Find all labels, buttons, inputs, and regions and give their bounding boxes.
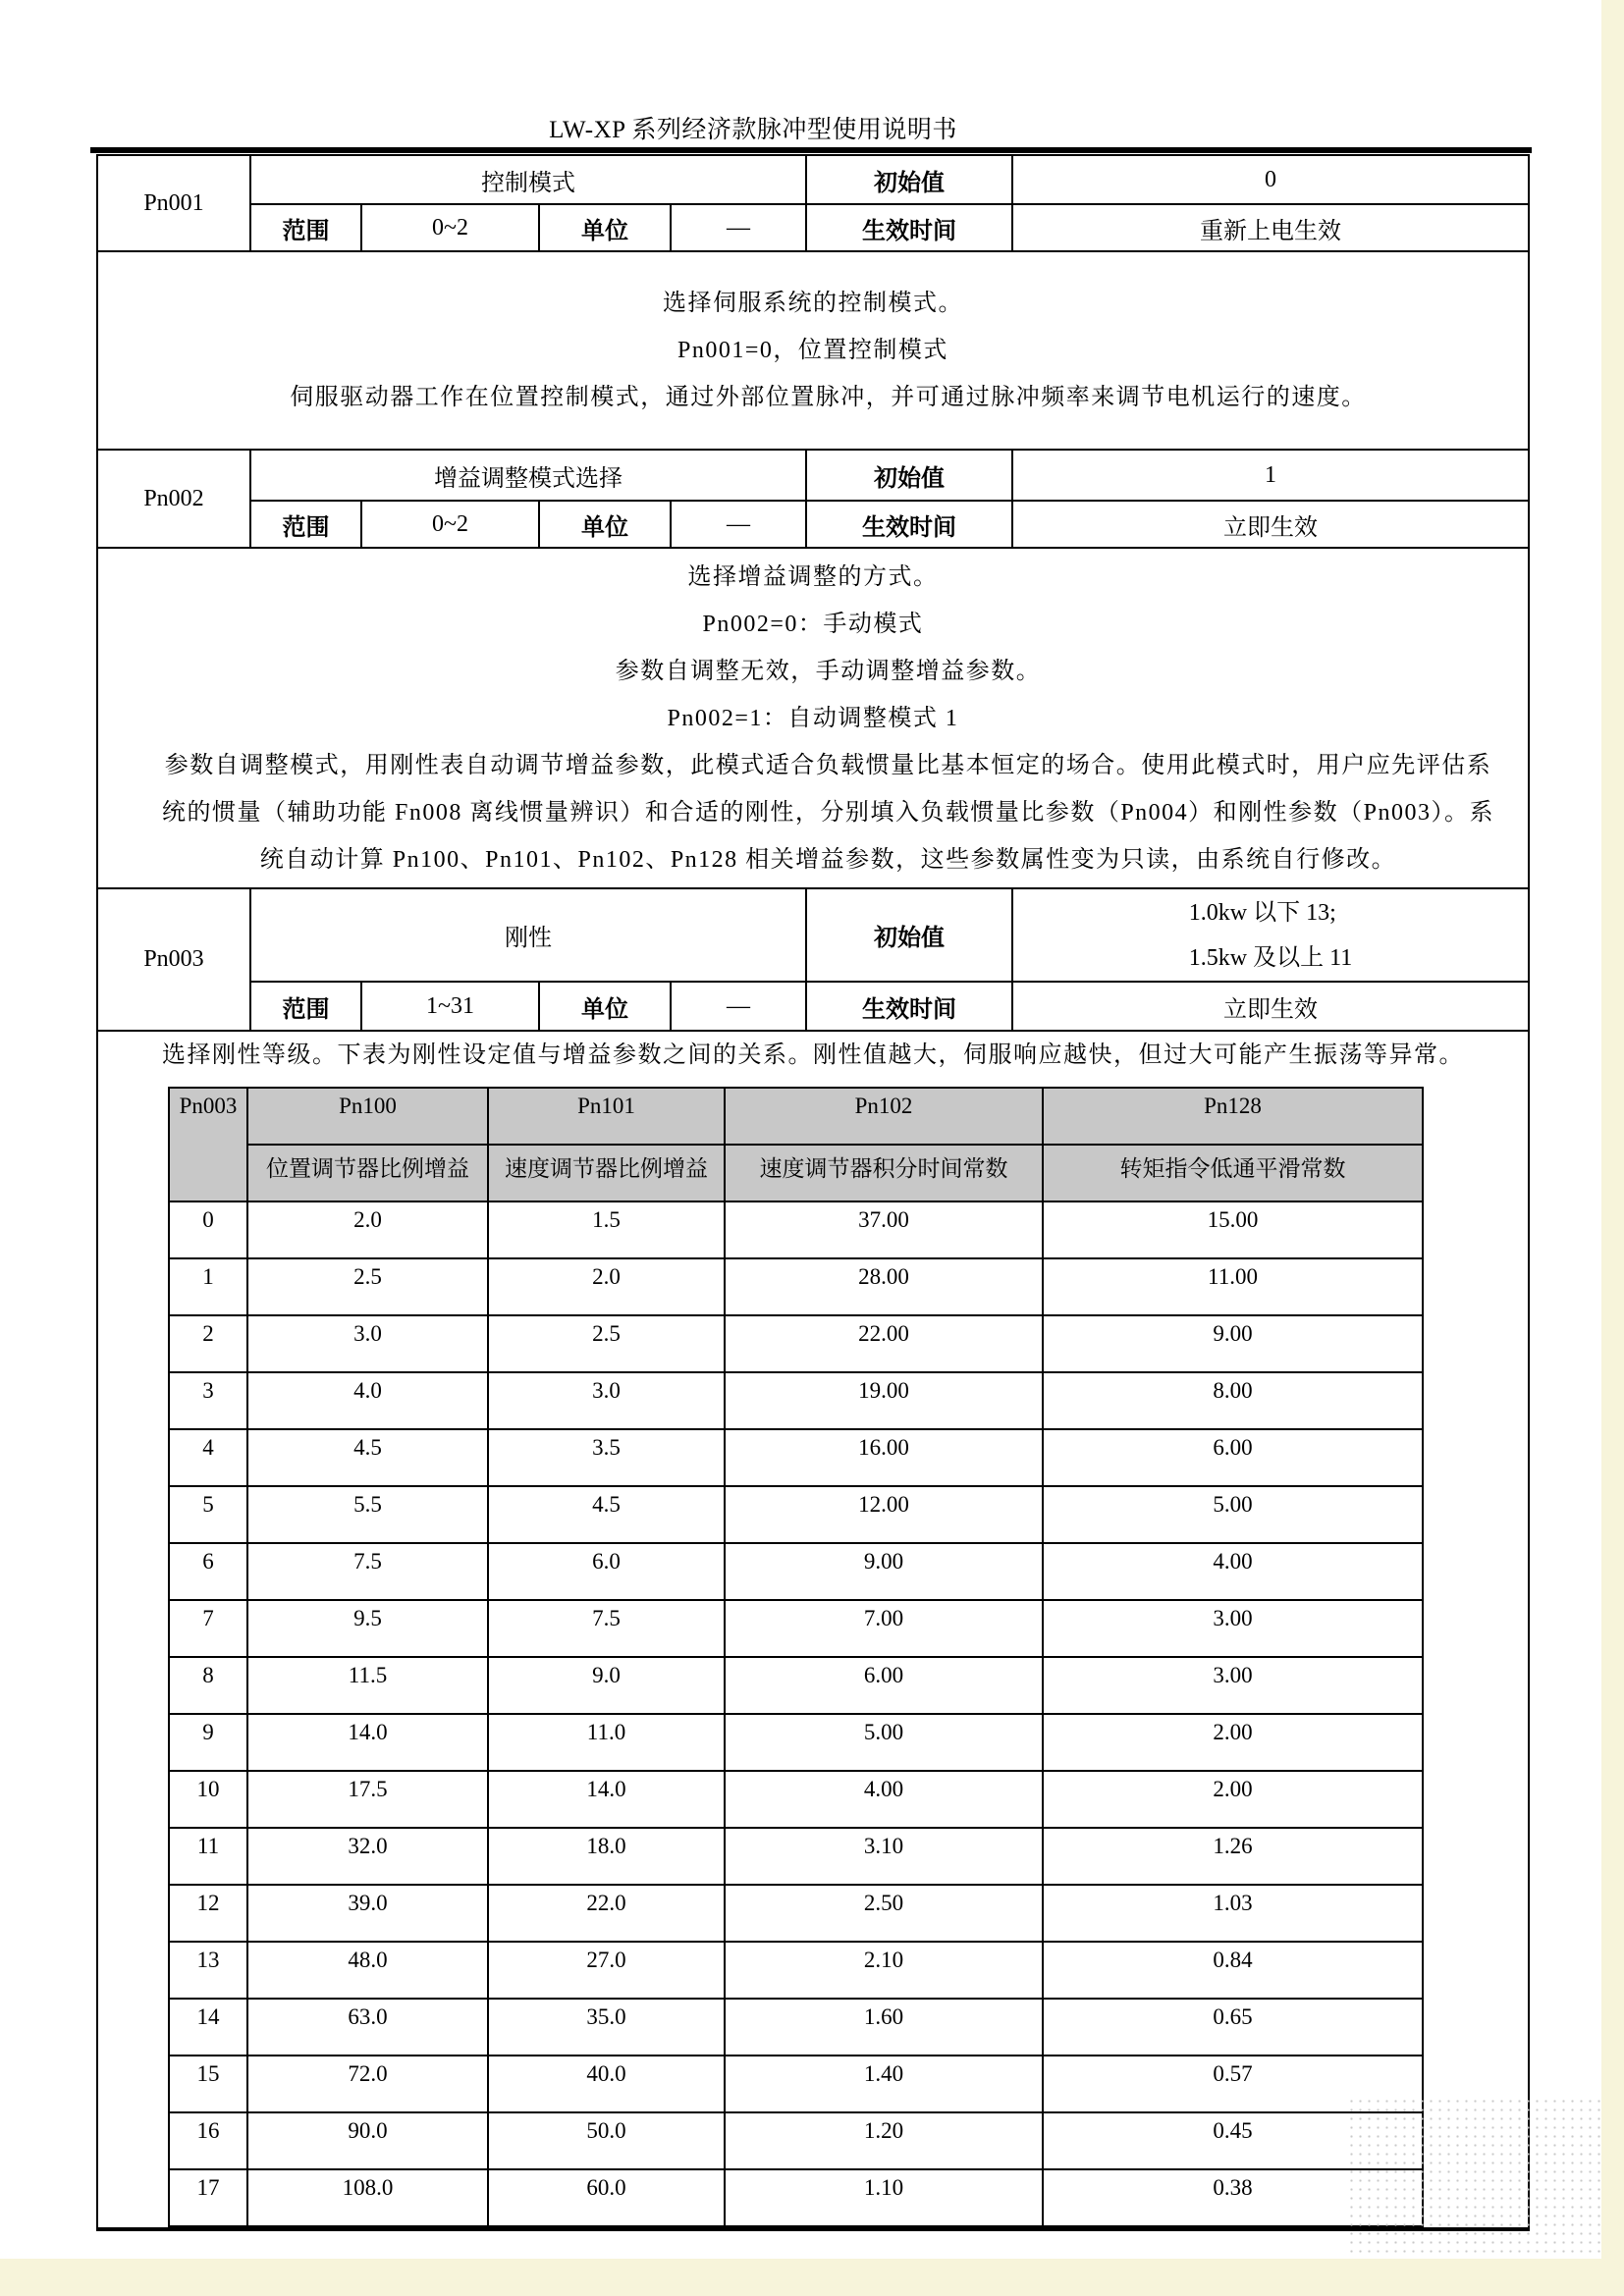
description-line: 参数自调整模式，用刚性表自动调节增益参数，此模式适合负载惯量比基本恒定的场合。使用此模式时，用户应先评估系	[164, 752, 1492, 778]
stiffness-value-cell: 60.0	[488, 2169, 725, 2226]
pn003-effect-label: 生效时间	[806, 982, 1012, 1031]
stiffness-header-row-codes	[169, 1088, 1423, 1145]
pn001-range-label: 范围	[250, 204, 361, 251]
stiffness-level-cell: 15	[169, 2056, 247, 2112]
stiffness-row	[169, 1600, 1423, 1657]
stiffness-value-cell: 2.00	[1043, 1771, 1423, 1828]
page-edge-bottom	[0, 2259, 1624, 2296]
pn001-header-row	[97, 155, 1529, 204]
stiffness-value-cell: 0.65	[1043, 1999, 1423, 2056]
stiffness-value-cell: 37.00	[725, 1201, 1043, 1258]
stiffness-row	[169, 1258, 1423, 1315]
stiffness-value-cell: 63.0	[247, 1999, 488, 2056]
pn003-range-value: 1~31	[361, 982, 539, 1031]
stiffness-value-cell: 28.00	[725, 1258, 1043, 1315]
pn002-unit-value: —	[671, 501, 806, 548]
pn003-initial-line-2: 1.5kw 及以上 11	[1188, 944, 1353, 971]
description-line: Pn001=0，位置控制模式	[677, 338, 948, 363]
stiffness-row	[169, 2112, 1423, 2169]
pn002-code-cell: Pn002	[97, 450, 250, 548]
stiffness-col-pn102-name: 速度调节器积分时间常数	[725, 1145, 1043, 1201]
pn002-unit-label: 单位	[539, 501, 671, 548]
stiffness-level-cell: 14	[169, 1999, 247, 2056]
pn002-range-label: 范围	[250, 501, 361, 548]
stiffness-value-cell: 22.00	[725, 1315, 1043, 1372]
stiffness-value-cell: 1.5	[488, 1201, 725, 1258]
stiffness-col-pn101-code: Pn101	[488, 1088, 725, 1145]
stiffness-row	[169, 1657, 1423, 1714]
pn003-unit-label: 单位	[539, 982, 671, 1031]
stiffness-col-pn102-code: Pn102	[725, 1088, 1043, 1145]
stiffness-level-cell: 4	[169, 1429, 247, 1486]
stiffness-value-cell: 11.5	[247, 1657, 488, 1714]
stiffness-col-pn101-name: 速度调节器比例增益	[488, 1145, 725, 1201]
stiffness-level-cell: 11	[169, 1828, 247, 1885]
stiffness-value-cell: 9.5	[247, 1600, 488, 1657]
pn002-initial-label: 初始值	[806, 450, 1012, 501]
pn002-description-cell	[97, 548, 1529, 888]
stiffness-level-cell: 16	[169, 2112, 247, 2169]
stiffness-row	[169, 1201, 1423, 1258]
stiffness-value-cell: 5.00	[1043, 1486, 1423, 1543]
stiffness-value-cell: 108.0	[247, 2169, 488, 2226]
stiffness-value-cell: 9.00	[725, 1543, 1043, 1600]
pn001-range-row	[97, 204, 1529, 251]
stiffness-col-pn100-name: 位置调节器比例增益	[247, 1145, 488, 1201]
pn003-initial-label: 初始值	[806, 888, 1012, 982]
stiffness-row	[169, 1543, 1423, 1600]
stiffness-value-cell: 8.00	[1043, 1372, 1423, 1429]
description-line: Pn002=0：手动模式	[702, 611, 924, 637]
description-line: Pn002=1：自动调整模式 1	[667, 705, 959, 731]
stiffness-corner-cell: Pn003	[169, 1088, 247, 1201]
description-line: 参数自调整无效，手动调整增益参数。	[615, 658, 1042, 684]
pn002-title-cell: 增益调整模式选择	[250, 450, 806, 501]
stiffness-value-cell: 0.45	[1043, 2112, 1423, 2169]
stiffness-value-cell: 6.00	[1043, 1429, 1423, 1486]
pn002-description	[98, 554, 1528, 883]
pn003-initial-value-lines	[1189, 890, 1352, 981]
header-divider	[90, 147, 1532, 153]
pn002-range-value: 0~2	[361, 501, 539, 548]
stiffness-value-cell: 3.5	[488, 1429, 725, 1486]
stiffness-value-cell: 0.84	[1043, 1942, 1423, 1999]
stiffness-level-cell: 3	[169, 1372, 247, 1429]
pn002-description-row	[97, 548, 1529, 888]
description-line: 选择增益调整的方式。	[687, 563, 939, 590]
parameter-table	[96, 154, 1530, 2231]
pn003-effect-value: 立即生效	[1012, 982, 1529, 1031]
stiffness-value-cell: 7.5	[247, 1543, 488, 1600]
stiffness-value-cell: 18.0	[488, 1828, 725, 1885]
stiffness-value-cell: 11.00	[1043, 1258, 1423, 1315]
pn002-range-row	[97, 501, 1529, 548]
stiffness-value-cell: 39.0	[247, 1885, 488, 1942]
stiffness-value-cell: 1.20	[725, 2112, 1043, 2169]
stiffness-value-cell: 14.0	[247, 1714, 488, 1771]
stiffness-value-cell: 12.00	[725, 1486, 1043, 1543]
stiffness-row	[169, 1999, 1423, 2056]
stiffness-level-cell: 10	[169, 1771, 247, 1828]
stiffness-value-cell: 9.00	[1043, 1315, 1423, 1372]
stiffness-row	[169, 1828, 1423, 1885]
stiffness-level-cell: 13	[169, 1942, 247, 1999]
stiffness-value-cell: 0.38	[1043, 2169, 1423, 2226]
pn001-description-row	[97, 251, 1529, 450]
stiffness-value-cell: 2.5	[247, 1258, 488, 1315]
stiffness-value-cell: 32.0	[247, 1828, 488, 1885]
pn002-effect-value: 立即生效	[1012, 501, 1529, 548]
description-line: 统自动计算 Pn100、Pn101、Pn102、Pn128 相关增益参数，这些参数属性变为只读，由系统自行修改。	[259, 846, 1397, 873]
pn003-range-row	[97, 982, 1529, 1031]
pn001-unit-value: —	[671, 204, 806, 251]
stiffness-value-cell: 11.0	[488, 1714, 725, 1771]
stiffness-value-cell: 1.10	[725, 2169, 1043, 2226]
stiffness-col-pn128-name: 转矩指令低通平滑常数	[1043, 1145, 1423, 1201]
stiffness-value-cell: 5.00	[725, 1714, 1043, 1771]
stiffness-value-cell: 4.5	[488, 1486, 725, 1543]
pn002-header-row	[97, 450, 1529, 501]
pn003-description-cell	[97, 1031, 1529, 2229]
stiffness-value-cell: 50.0	[488, 2112, 725, 2169]
stiffness-table-body	[169, 1201, 1423, 2226]
pn001-title-cell: 控制模式	[250, 155, 806, 204]
stiffness-level-cell: 6	[169, 1543, 247, 1600]
stiffness-value-cell: 40.0	[488, 2056, 725, 2112]
pn003-description	[98, 1032, 1528, 1079]
stiffness-level-cell: 5	[169, 1486, 247, 1543]
stiffness-value-cell: 22.0	[488, 1885, 725, 1942]
stiffness-value-cell: 1.40	[725, 2056, 1043, 2112]
stiffness-value-cell: 4.5	[247, 1429, 488, 1486]
stiffness-value-cell: 9.0	[488, 1657, 725, 1714]
stiffness-value-cell: 4.00	[1043, 1543, 1423, 1600]
pn002-initial-value: 1	[1012, 450, 1529, 501]
description-line: 选择刚性等级。下表为刚性设定值与增益参数之间的关系。刚性值越大，伺服响应越快，但过大可能产生振荡等异常。	[162, 1042, 1464, 1068]
stiffness-value-cell: 2.0	[488, 1258, 725, 1315]
stiffness-value-cell: 3.10	[725, 1828, 1043, 1885]
stiffness-value-cell: 7.00	[725, 1600, 1043, 1657]
stiffness-row	[169, 1771, 1423, 1828]
stiffness-level-cell: 12	[169, 1885, 247, 1942]
pn002-effect-label: 生效时间	[806, 501, 1012, 548]
page-edge-right	[1601, 0, 1624, 2296]
stiffness-row	[169, 2056, 1423, 2112]
stiffness-value-cell: 35.0	[488, 1999, 725, 2056]
stiffness-value-cell: 6.0	[488, 1543, 725, 1600]
stiffness-row	[169, 1429, 1423, 1486]
stiffness-value-cell: 3.0	[488, 1372, 725, 1429]
pn003-description-row	[97, 1031, 1529, 2229]
stiffness-value-cell: 2.00	[1043, 1714, 1423, 1771]
description-line: 选择伺服系统的控制模式。	[663, 291, 963, 316]
pn003-unit-value: —	[671, 982, 806, 1031]
stiffness-value-cell: 2.0	[247, 1201, 488, 1258]
stiffness-value-cell: 16.00	[725, 1429, 1043, 1486]
stiffness-level-cell: 9	[169, 1714, 247, 1771]
stiffness-row	[169, 2169, 1423, 2226]
stiffness-row	[169, 1372, 1423, 1429]
pn001-effect-value: 重新上电生效	[1012, 204, 1529, 251]
page-title: LW-XP 系列经济款脉冲型使用说明书	[549, 117, 957, 143]
stiffness-value-cell: 7.5	[488, 1600, 725, 1657]
stiffness-value-cell: 27.0	[488, 1942, 725, 1999]
pn003-range-label: 范围	[250, 982, 361, 1031]
stiffness-value-cell: 14.0	[488, 1771, 725, 1828]
stiffness-value-cell: 1.60	[725, 1999, 1043, 2056]
stiffness-value-cell: 3.00	[1043, 1657, 1423, 1714]
stiffness-value-cell: 4.0	[247, 1372, 488, 1429]
stiffness-value-cell: 2.5	[488, 1315, 725, 1372]
stiffness-value-cell: 6.00	[725, 1657, 1043, 1714]
stiffness-row	[169, 1486, 1423, 1543]
description-line: 统的惯量（辅助功能 Fn008 离线惯量辨识）和合适的刚性，分别填入负载惯量比参数（Pn004）和刚性参数（Pn003）。系	[161, 799, 1495, 826]
pn001-unit-label: 单位	[539, 204, 671, 251]
stiffness-level-cell: 1	[169, 1258, 247, 1315]
stiffness-value-cell: 3.00	[1043, 1600, 1423, 1657]
stiffness-value-cell: 1.03	[1043, 1885, 1423, 1942]
pn001-description-cell	[97, 251, 1529, 450]
stiffness-level-cell: 7	[169, 1600, 247, 1657]
stiffness-level-cell: 2	[169, 1315, 247, 1372]
description-line: 伺服驱动器工作在位置控制模式，通过外部位置脉冲，并可通过脉冲频率来调节电机运行的速度。	[290, 385, 1367, 410]
stiffness-value-cell: 0.57	[1043, 2056, 1423, 2112]
stiffness-value-cell: 2.10	[725, 1942, 1043, 1999]
stiffness-row	[169, 1315, 1423, 1372]
stiffness-col-pn100-code: Pn100	[247, 1088, 488, 1145]
stiffness-value-cell: 15.00	[1043, 1201, 1423, 1258]
stiffness-level-cell: 17	[169, 2169, 247, 2226]
pn003-header-row	[97, 888, 1529, 982]
stiffness-value-cell: 19.00	[725, 1372, 1043, 1429]
stiffness-value-cell: 1.26	[1043, 1828, 1423, 1885]
stiffness-row	[169, 1885, 1423, 1942]
stiffness-value-cell: 2.50	[725, 1885, 1043, 1942]
pn003-title-cell: 刚性	[250, 888, 806, 982]
stiffness-value-cell: 90.0	[247, 2112, 488, 2169]
stiffness-row	[169, 1942, 1423, 1999]
pn003-initial-value	[1012, 888, 1529, 982]
stiffness-gain-table	[168, 1087, 1424, 2227]
pn001-initial-label: 初始值	[806, 155, 1012, 204]
stiffness-value-cell: 3.0	[247, 1315, 488, 1372]
stiffness-value-cell: 5.5	[247, 1486, 488, 1543]
pn001-range-value: 0~2	[361, 204, 539, 251]
pn001-description	[98, 280, 1528, 421]
stiffness-value-cell: 72.0	[247, 2056, 488, 2112]
stiffness-value-cell: 17.5	[247, 1771, 488, 1828]
stiffness-level-cell: 8	[169, 1657, 247, 1714]
pn001-initial-value: 0	[1012, 155, 1529, 204]
stiffness-level-cell: 0	[169, 1201, 247, 1258]
pn003-code-cell: Pn003	[97, 888, 250, 1031]
pn001-effect-label: 生效时间	[806, 204, 1012, 251]
pn003-initial-line-1: 1.0kw 以下 13;	[1188, 899, 1336, 926]
stiffness-col-pn128-code: Pn128	[1043, 1088, 1423, 1145]
stiffness-value-cell: 4.00	[725, 1771, 1043, 1828]
stiffness-row	[169, 1714, 1423, 1771]
pn001-code-cell: Pn001	[97, 155, 250, 251]
stiffness-value-cell: 48.0	[247, 1942, 488, 1999]
stiffness-header-row-names	[169, 1145, 1423, 1201]
